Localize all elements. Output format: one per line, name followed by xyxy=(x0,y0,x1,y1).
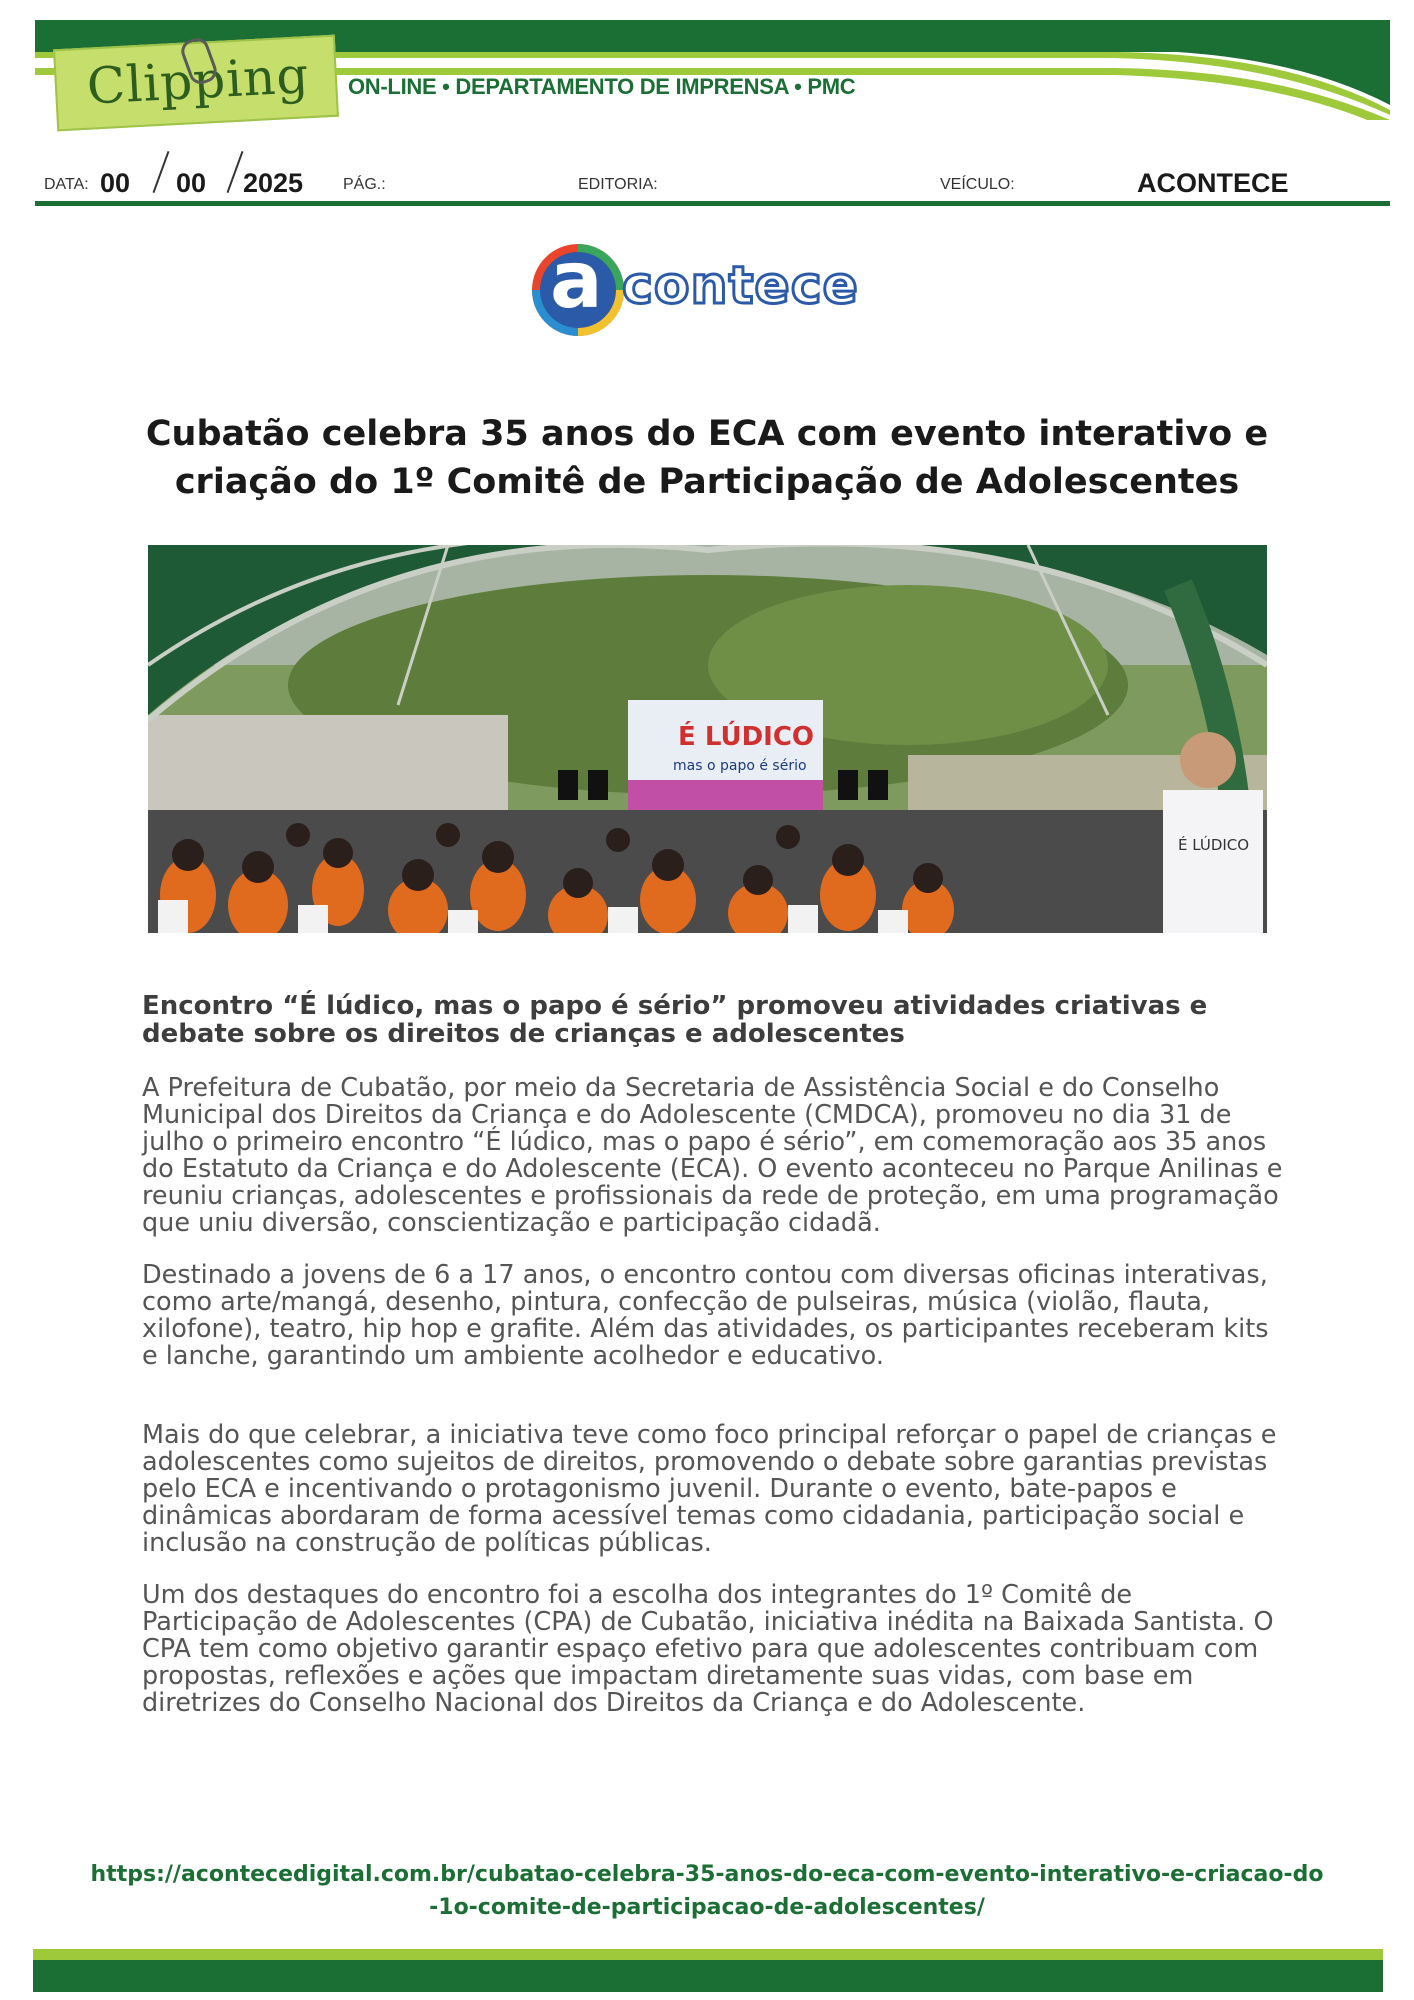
veiculo-value: ACONTECE xyxy=(1137,168,1289,198)
meta-underline xyxy=(35,201,1390,206)
article-paragraph: Um dos destaques do encontro foi a escolha dos integrantes do 1º Comitê de Participação de Adolescentes (CPA) de Cubatão, iniciativa inédita na Baixada Santista. O CPA tem como objetivo garantir espaço efetivo para que adolescentes contribuam com propostas, reflexões e ações que impactam diretamente suas vidas, com base em diretrizes do Conselho Nacional dos Direitos da Criança e do Adolescente. xyxy=(142,1580,1274,1718)
date-day: 00 xyxy=(100,168,131,198)
header-subtitle: ON-LINE • DEPARTAMENTO DE IMPRENSA • PMC xyxy=(348,74,856,99)
editoria-label: EDITORIA: xyxy=(578,176,658,193)
acontece-logo xyxy=(530,236,890,338)
article-paragraph: Destinado a jovens de 6 a 17 anos, o encontro contou com diversas oficinas interativas, como arte/mangá, desenho, pintura, confecção de pulseiras, música (violão, flauta, xilofone), teatro, hip hop e grafite. Além das atividades, os participantes receberam kits e lanche, garantindo um ambiente acolhedor e educativo. xyxy=(142,1260,1269,1371)
article-lead: Encontro “É lúdico, mas o papo é sério” promoveu atividades criativas e debate sobre os direitos de crianças e adolescentes xyxy=(142,991,1208,1049)
photo-screen-title: É LÚDICO xyxy=(678,722,815,752)
date-year: 2025 xyxy=(243,168,304,198)
date-separator xyxy=(227,151,244,193)
article-headline: Cubatão celebra 35 anos do ECA com evento interativo e criação do 1º Comitê de Participação de Adolescentes xyxy=(145,414,1269,502)
footer-lime-bar xyxy=(33,1949,1383,1960)
veiculo-label: VEÍCULO: xyxy=(940,176,1015,193)
source-link[interactable]: https://acontecedigital.com.br/cubatao-celebra-35-anos-do-eca-com-evento-interativo-e-criacao-do-1o-comite-de-participacao-de-adolescentes/ xyxy=(90,1862,1324,1920)
date-month: 00 xyxy=(176,168,207,198)
article-paragraph: A Prefeitura de Cubatão, por meio da Secretaria de Assistência Social e do Conselho Municipal dos Direitos da Criança e do Adolescente (CMDCA), promoveu no dia 31 de julho o primeiro encontro “É lúdico, mas o papo é sério”, em comemoração aos 35 anos do Estatuto da Criança e do Adolescente (ECA). O evento aconteceu no Parque Anilinas e reuniu crianças, adolescentes e profissionais da rede de proteção, em uma programação que uniu diversão, conscientização e participação cidadã. xyxy=(142,1073,1283,1238)
photo-screen-subtitle: mas o papo é sério xyxy=(673,758,807,774)
date-separator xyxy=(153,151,170,193)
logo-wordmark: contece xyxy=(622,256,859,316)
date-label: DATA: xyxy=(44,176,89,193)
article-paragraph: Mais do que celebrar, a iniciativa teve como foco principal reforçar o papel de crianças e adolescentes como sujeitos de direitos, promovendo o debate sobre garantias previstas pelo ECA e incentivando o protagonismo juvenil. Durante o evento, bate-papos e dinâmicas abordaram de forma acessível temas como cidadania, participação social e inclusão na construção de políticas públicas. xyxy=(142,1420,1277,1558)
event-photo xyxy=(148,545,1267,933)
logo-letter-a: a xyxy=(550,236,603,326)
page-label: PÁG.: xyxy=(343,176,386,193)
clipping-tag-label: Clipping xyxy=(85,46,311,116)
footer-green-bar xyxy=(33,1960,1383,1992)
photo-shirt-text: É LÚDICO xyxy=(1178,836,1250,854)
